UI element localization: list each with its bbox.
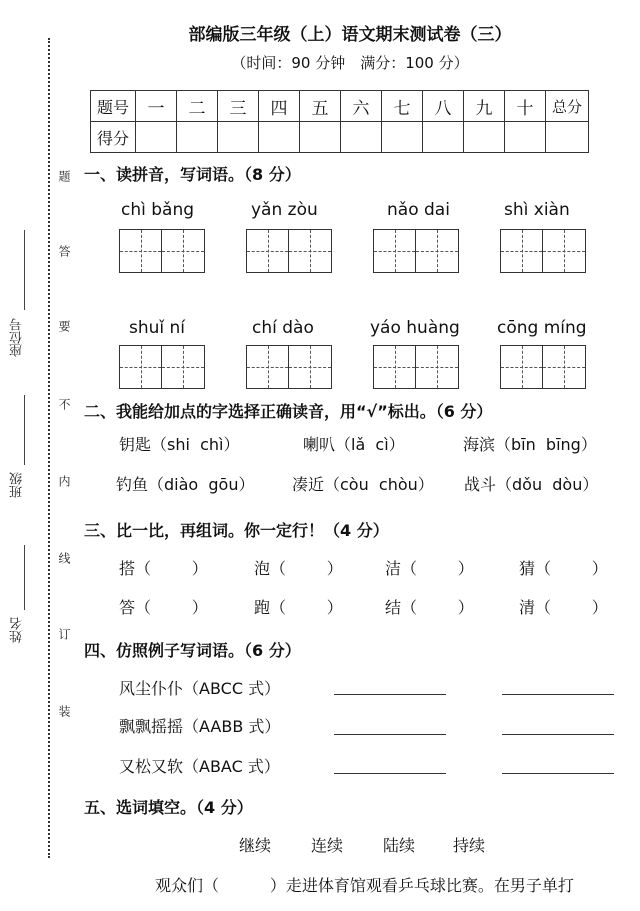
seal-char: 订 [57,628,71,640]
seal-char: 线 [57,552,71,564]
writing-grid[interactable] [246,229,332,273]
table-cell: 五 [300,91,341,122]
writing-grid[interactable] [246,345,332,389]
writing-grid[interactable] [119,229,205,273]
score-table [90,90,589,153]
pinyin-label: yáo huàng [370,318,460,338]
pinyin-label: yǎn zòu [251,200,318,220]
reading-choice[interactable]: 钓鱼（diào gōu） [116,475,255,494]
pinyin-label: cōng míng [497,318,587,338]
name-blank[interactable] [24,545,25,610]
writing-grid[interactable] [500,345,586,389]
table-cell: 七 [382,91,423,122]
example-word: 飘飘摇摇（AABB 式） [119,717,281,736]
score-input-cell[interactable] [546,122,589,153]
answer-line[interactable] [334,694,446,695]
reading-choice[interactable]: 喇叭（lǎ cì） [303,435,405,454]
score-input-cell[interactable] [382,122,423,153]
word-choice[interactable]: 持续 [453,836,486,855]
score-input-cell[interactable] [300,122,341,153]
section-3-title: 三、比一比，再组词。你一定行！（4 分） [84,521,389,540]
word-compose-item[interactable]: 泡（ ） [254,559,343,578]
reading-choice[interactable]: 海滨（bīn bīng） [463,435,597,454]
table-cell: 十 [505,91,546,122]
seal-char: 题 [57,170,71,182]
seal-char: 要 [57,320,71,332]
binding-dotted-line [48,38,50,858]
section-1-title: 一、读拼音，写词语。（8 分） [84,165,301,184]
table-cell: 九 [464,91,505,122]
pinyin-label: shuǐ ní [129,318,186,338]
table-cell: 总分 [546,91,589,122]
score-input-cell[interactable] [464,122,505,153]
page-title: 部编版三年级（上）语文期末测试卷（三） [188,25,512,45]
example-word: 又松又软（ABAC 式） [119,757,280,776]
score-input-cell[interactable] [136,122,177,153]
table-cell: 得分 [91,122,136,153]
word-choice[interactable]: 连续 [311,836,344,855]
seal-char: 答 [57,245,71,257]
writing-grid[interactable] [373,345,459,389]
table-cell: 四 [259,91,300,122]
seat-number-label: 座位号 [10,318,25,357]
section-5-title: 五、选词填空。（4 分） [84,798,253,817]
score-table-score-row [91,122,589,153]
table-cell: 一 [136,91,177,122]
answer-line[interactable] [502,734,614,735]
table-cell: 八 [423,91,464,122]
pinyin-label: nǎo dai [387,200,450,220]
pinyin-label: chí dào [252,318,314,338]
seal-char: 装 [57,705,71,717]
word-compose-item[interactable]: 搭（ ） [119,559,208,578]
word-compose-item[interactable]: 猜（ ） [519,559,608,578]
reading-choice[interactable]: 战斗（dǒu dòu） [464,475,599,494]
word-compose-item[interactable]: 洁（ ） [385,559,474,578]
score-table-header-row [91,91,589,122]
pinyin-label: shì xiàn [504,200,570,220]
answer-line[interactable] [334,734,446,735]
table-cell: 二 [177,91,218,122]
score-input-cell[interactable] [341,122,382,153]
word-choice[interactable]: 继续 [239,836,272,855]
exam-time-score: （时间：90 分钟 满分：100 分） [231,54,469,72]
score-input-cell[interactable] [423,122,464,153]
reading-choice[interactable]: 钥匙（shi chì） [119,435,240,454]
answer-line[interactable] [502,773,614,774]
class-label: 班级 [10,472,25,498]
writing-grid[interactable] [119,345,205,389]
writing-grid[interactable] [373,229,459,273]
seal-char: 内 [57,475,71,487]
score-input-cell[interactable] [259,122,300,153]
class-blank[interactable] [24,395,25,465]
score-input-cell[interactable] [177,122,218,153]
score-input-cell[interactable] [218,122,259,153]
seat-number-blank[interactable] [24,230,25,310]
word-compose-item[interactable]: 答（ ） [119,598,208,617]
answer-line[interactable] [502,694,614,695]
table-cell: 题号 [91,91,136,122]
word-choice[interactable]: 陆续 [383,836,416,855]
word-compose-item[interactable]: 清（ ） [519,598,608,617]
table-cell: 六 [341,91,382,122]
seal-char: 不 [57,398,71,410]
table-cell: 三 [218,91,259,122]
answer-line[interactable] [334,773,446,774]
section-2-title: 二、我能给加点的字选择正确读音，用“√”标出。（6 分） [84,402,493,421]
name-label: 姓名 [10,617,25,643]
fill-in-sentence[interactable]: 观众们（ ）走进体育馆观看乒乓球比赛。在男子单打 [155,876,574,895]
score-input-cell[interactable] [505,122,546,153]
pinyin-label: chì bǎng [121,200,195,220]
reading-choice[interactable]: 凑近（còu chòu） [292,475,434,494]
writing-grid[interactable] [500,229,586,273]
word-compose-item[interactable]: 结（ ） [385,598,474,617]
word-compose-item[interactable]: 跑（ ） [254,598,343,617]
section-4-title: 四、仿照例子写词语。（6 分） [84,641,301,660]
example-word: 风尘仆仆（ABCC 式） [119,679,281,698]
